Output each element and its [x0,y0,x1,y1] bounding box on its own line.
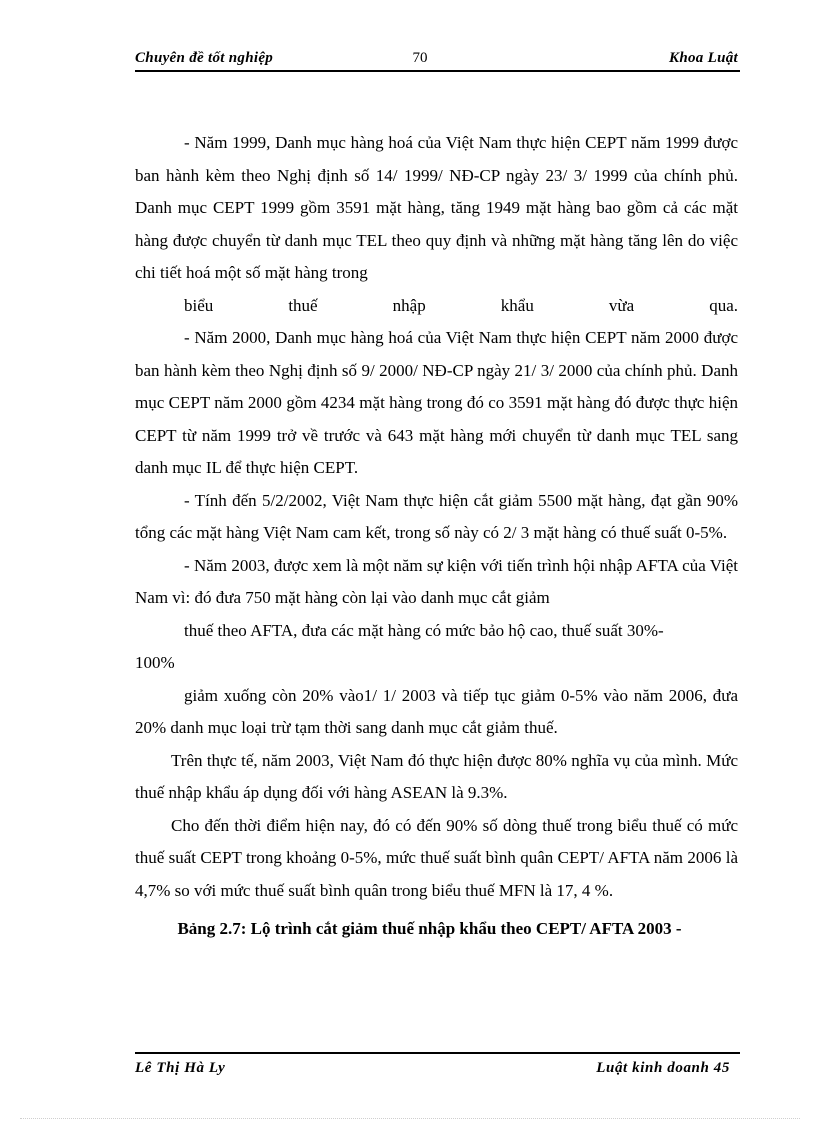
paragraph-2000: - Năm 2000, Danh mục hàng hoá của Việt Nam thực hiện CEPT năm 2000 được ban hành kèm theo Nghị định số 9/ 2000/ NĐ-CP ngày 21/ 3/ 2000 của chính phủ. Danh mục CEPT năm 2000 gồm 4234 mặt hàng trong đó co 3591 mặt hàng đó được thực hiện CEPT từ năm 1999 trở về trước và 643 mặt hàng mới chuyển từ danh mục TEL sang danh mục IL để thực hiện CEPT. [135,328,738,477]
paragraph-2003-rate: 100% [135,653,175,672]
table-caption: Bảng 2.7: Lộ trình cắt giảm thuế nhập khẩu theo CEPT/ AFTA 2003 - [177,919,682,938]
footer-class: Luật kinh doanh 45 [596,1060,730,1076]
header-document-type: Chuyên đề tốt nghiệp [135,50,274,66]
paragraph-2002: - Tính đến 5/2/2002, Việt Nam thực hiện cắt giảm 5500 mặt hàng, đạt gần 90% tổng các mặt hàng Việt Nam cam kết, trong số này có 2/ 3 mặt hàng có thuế suất 0-5%. [135,490,738,542]
paragraph-1999: - Năm 1999, Danh mục hàng hoá của Việt Nam thực hiện CEPT năm 1999 được ban hành kèm theo Nghị định số 14/ 1999/ NĐ-CP ngày 23/ 3/ 1999 của chính phủ. Danh mục CEPT 1999 gồm 3591 mặt hàng, tăng 1949 mặt hàng bao gồm cả các mặt hàng được chuyển từ danh mục TEL theo quy định và những mặt hàng tăng lên do việc chi tiết hoá một số mặt hàng trong [135,133,738,282]
page-header [135,48,740,72]
page-bottom-dotted-rule [20,1118,800,1119]
document-body [135,127,738,946]
header-faculty: Khoa Luật [669,50,738,66]
page-number: 70 [412,50,428,66]
paragraph-actual-2003: Trên thực tế, năm 2003, Việt Nam đó thực hiện được 80% nghĩa vụ của mình. Mức thuế nhập khẩu áp dụng đối với hàng ASEAN là 9.3%. [135,750,738,802]
paragraph-2003-protection: thuế theo AFTA, đưa các mặt hàng có mức bảo hộ cao, thuế suất 30%- [184,620,664,640]
paragraph-current-rates: Cho đến thời điểm hiện nay, đó có đến 90% số dòng thuế trong biểu thuế có mức thuế suất CEPT trong khoảng 0-5%, mức thuế suất bình quân CEPT/ AFTA năm 2006 là 4,7% so với mức thuế suất bình quân trong biểu thuế MFN là 17, 4 %. [135,815,738,900]
page-footer [135,1052,740,1080]
paragraph-2003-intro: - Năm 2003, được xem là một năm sự kiện với tiến trình hội nhập AFTA của Việt Nam vì: đó đưa 750 mặt hàng còn lại vào danh mục cắt giảm [135,555,738,607]
footer-author: Lê Thị Hà Ly [135,1060,226,1076]
paragraph-2003-reduction: giảm xuống còn 20% vào1/ 1/ 2003 và tiếp tục giảm 0-5% vào năm 2006, đưa 20% danh mục loại trừ tạm thời sang danh mục cắt giảm thuế. [135,685,738,737]
paragraph-1999-tail: biểu thuế nhập khẩu vừa qua. [184,295,738,315]
